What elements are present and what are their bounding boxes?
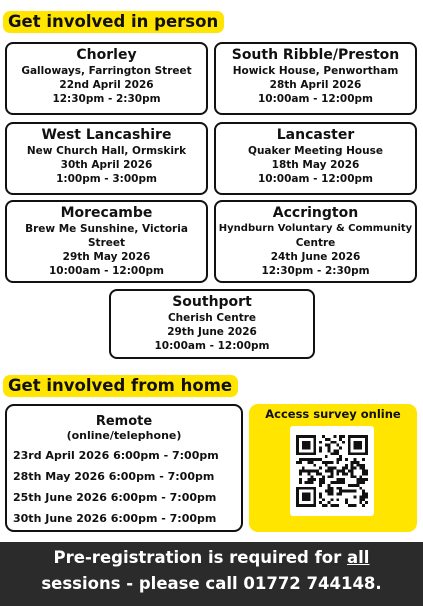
- remote-date: 25th June 2026 6:00pm - 7:00pm: [13, 491, 217, 504]
- footer-underlined: all: [347, 548, 370, 567]
- venue-address: Hyndburn Voluntary & Community: [218, 223, 413, 234]
- footer-line-1: [0, 548, 423, 567]
- venue-card-south-ribble: [214, 42, 417, 115]
- venue-address: New Church Hall, Ormskirk: [26, 145, 187, 157]
- venue-card-chorley: [5, 42, 208, 115]
- venue-date: 30th April 2026: [60, 159, 153, 171]
- venue-card-morecambe: [5, 200, 208, 283]
- remote-date: 28th May 2026 6:00pm - 7:00pm: [13, 470, 215, 483]
- venue-town: Southport: [172, 294, 252, 310]
- footer-text: Pre-registration is required for: [53, 548, 347, 567]
- remote-date: 23rd April 2026 6:00pm - 7:00pm: [13, 449, 219, 462]
- venue-time: 10:00am - 12:00pm: [49, 265, 164, 277]
- venue-date: 24th June 2026: [270, 251, 361, 263]
- venue-town: Accrington: [272, 205, 359, 221]
- qr-code-icon[interactable]: [290, 426, 374, 516]
- venue-card-lancaster: [214, 122, 417, 195]
- remote-sessions-box: [5, 404, 243, 532]
- remote-title: Remote: [95, 414, 153, 429]
- footer-banner: [0, 542, 423, 606]
- venue-address: Quaker Meeting House: [248, 145, 383, 157]
- venue-card-accrington: [214, 200, 417, 283]
- venue-address: Brew Me Sunshine, Victoria: [25, 223, 188, 235]
- venue-time: 1:00pm - 3:00pm: [56, 173, 157, 185]
- venue-time: 10:00am - 12:00pm: [258, 173, 373, 185]
- venue-address-cont: Street: [87, 237, 126, 249]
- venue-town: South Ribble/Preston: [231, 47, 400, 63]
- in-person-heading: Get involved in person: [3, 11, 224, 33]
- venue-date: 29th May 2026: [62, 251, 151, 263]
- venue-time: 12:30pm - 2:30pm: [52, 93, 161, 105]
- venue-town: Lancaster: [276, 127, 355, 143]
- venue-address-cont: Centre: [295, 237, 336, 249]
- venue-address: Cherish Centre: [167, 312, 257, 324]
- venue-address: Howick House, Penwortham: [232, 65, 399, 77]
- remote-date: 30th June 2026 6:00pm - 7:00pm: [13, 512, 217, 525]
- venue-card-southport: [109, 289, 315, 359]
- venue-address: Galloways, Farrington Street: [21, 65, 192, 77]
- venue-card-west-lancashire: [5, 122, 208, 195]
- venue-date: 29th June 2026: [167, 326, 257, 338]
- venue-time: 10:00am - 12:00pm: [154, 340, 270, 352]
- venue-town: Morecambe: [60, 205, 153, 221]
- venue-town: West Lancashire: [41, 127, 172, 143]
- survey-box: [249, 404, 417, 532]
- venue-date: 18th May 2026: [271, 159, 360, 171]
- venue-date: 22nd April 2026: [59, 79, 154, 91]
- survey-title: Access survey online: [265, 407, 401, 421]
- from-home-heading: Get involved from home: [3, 375, 238, 397]
- venue-time: 10:00am - 12:00pm: [258, 93, 373, 105]
- footer-line-2: sessions - please call 01772 744148.: [41, 574, 382, 593]
- venue-date: 28th April 2026: [269, 79, 362, 91]
- remote-subtitle: (online/telephone): [66, 429, 182, 442]
- venue-town: Chorley: [76, 47, 137, 63]
- venue-time: 12:30pm - 2:30pm: [261, 265, 370, 277]
